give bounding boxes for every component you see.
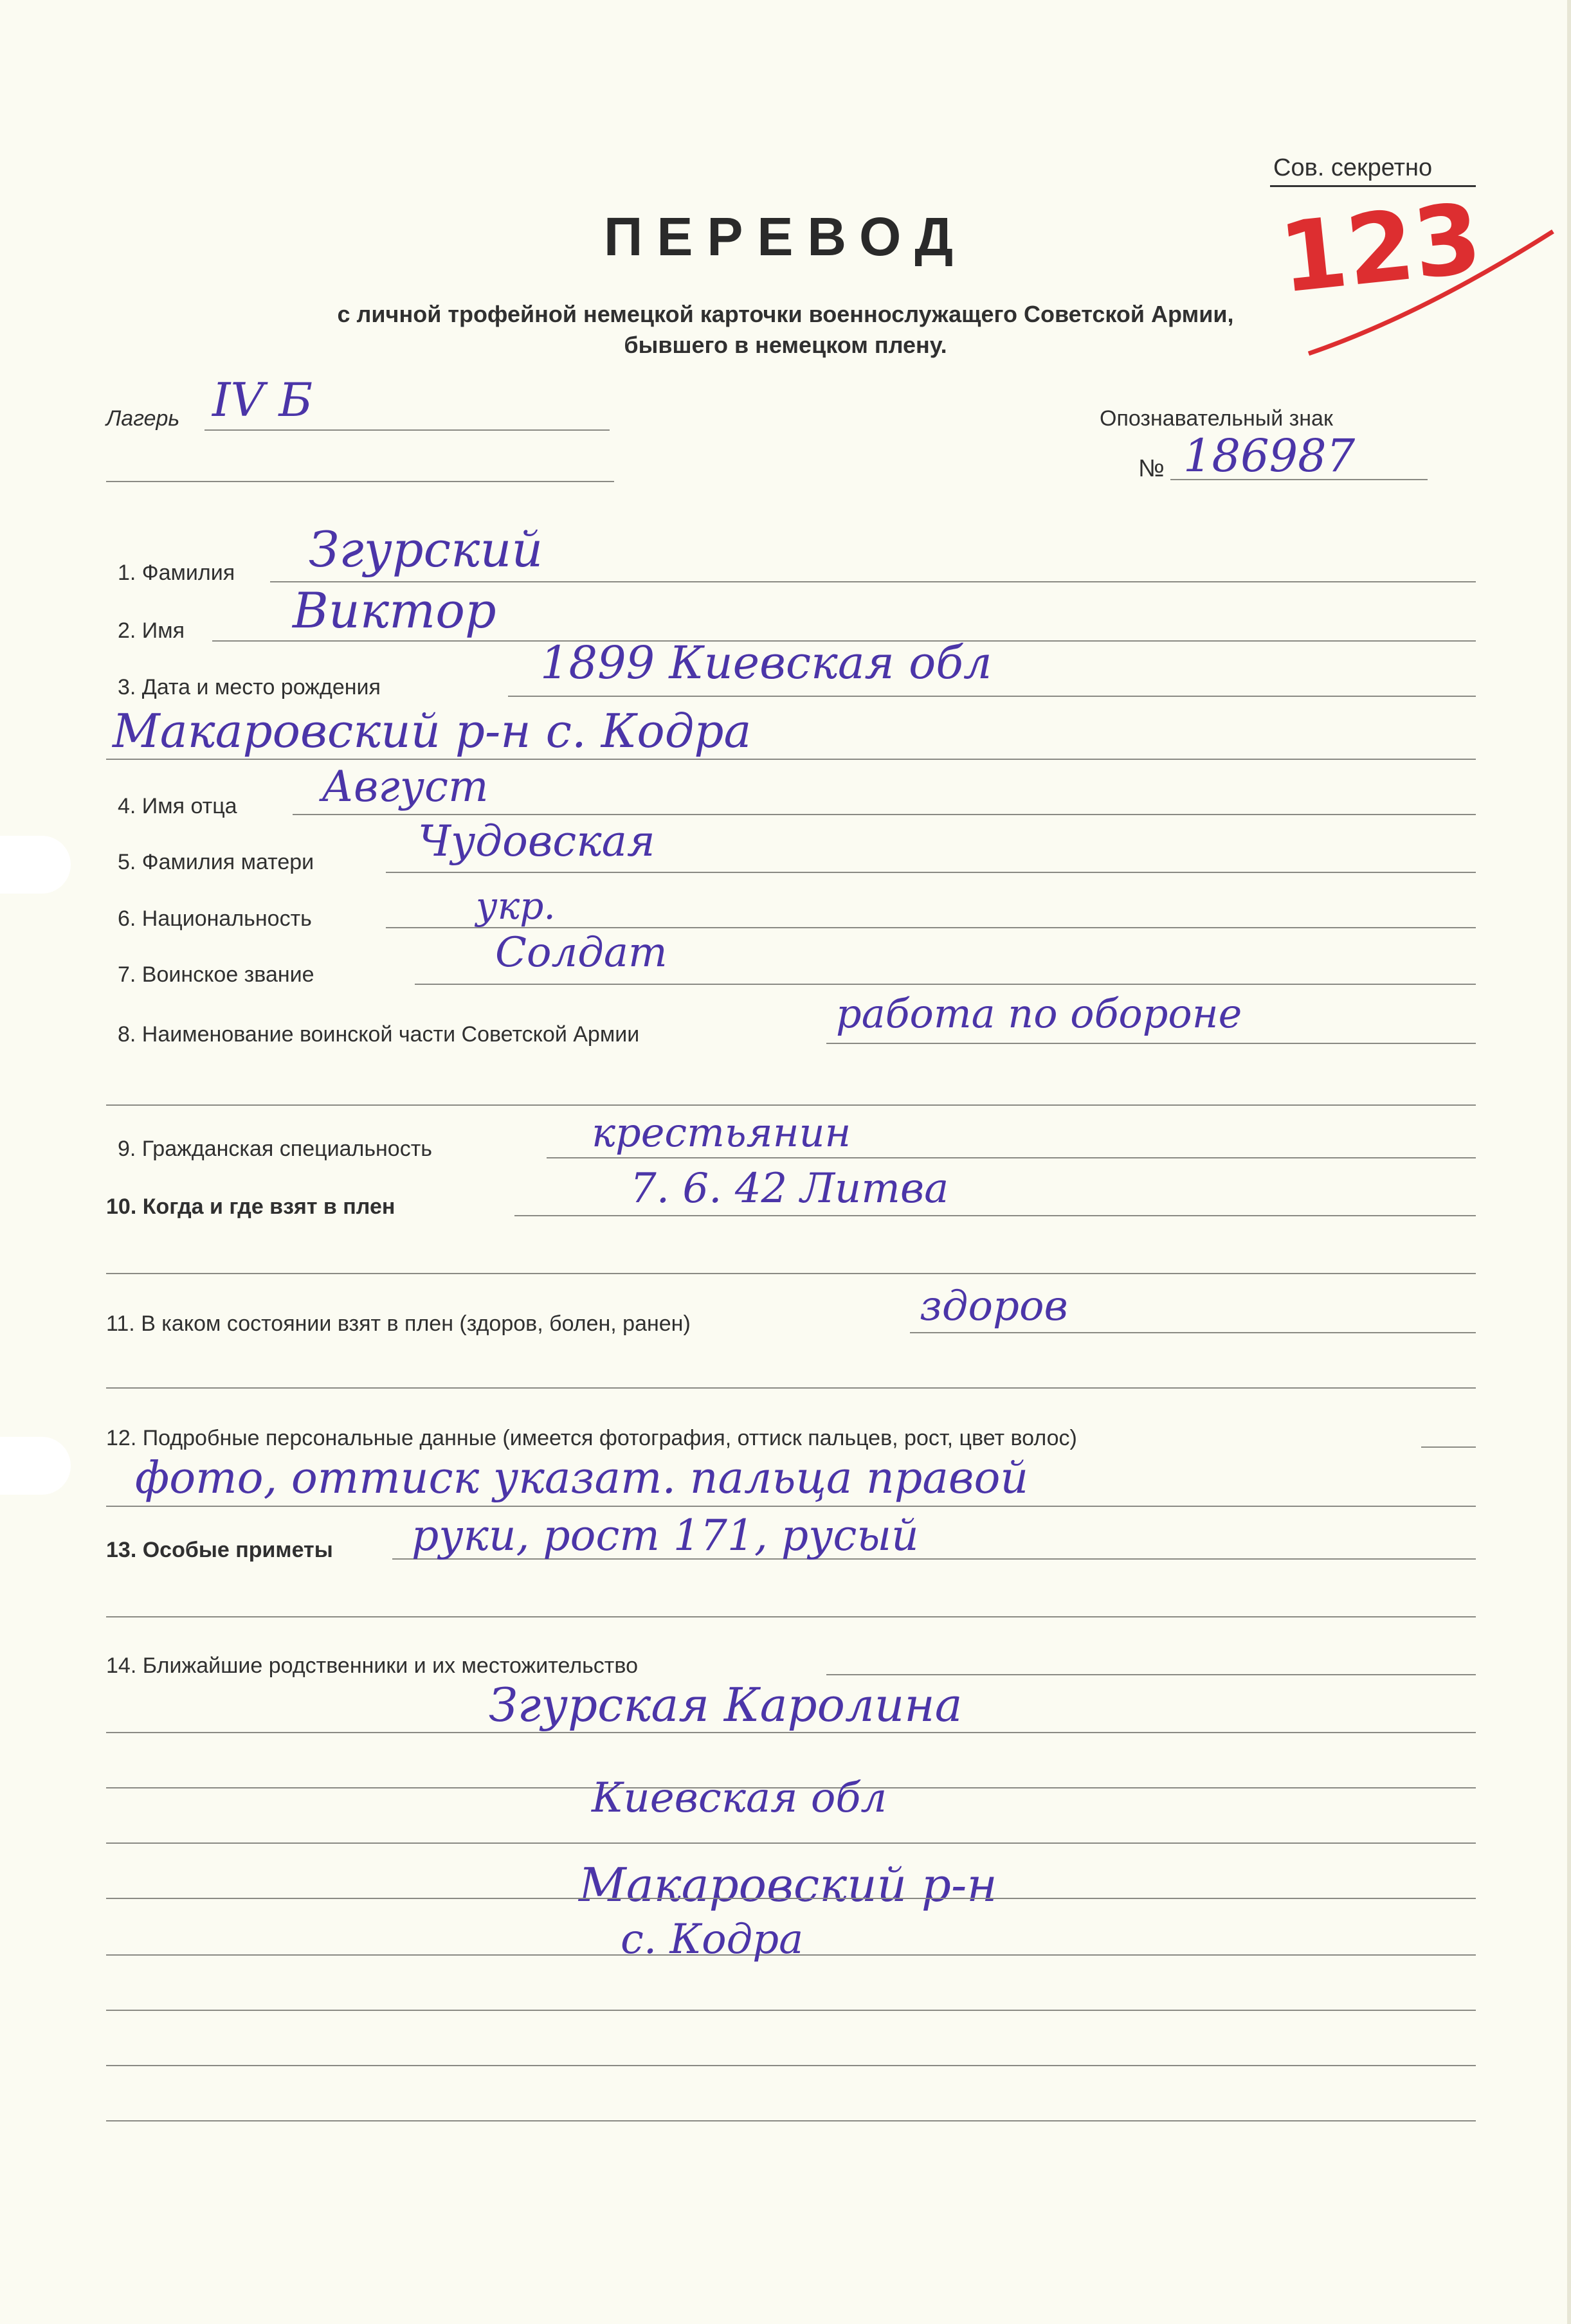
- field-1-value: Згурский: [309, 521, 543, 578]
- field-12-label: 12. Подробные персональные данные (имеется фотография, оттиск пальцев, рост, цвет волос): [106, 1426, 1077, 1450]
- archive-number: 123: [1274, 183, 1487, 315]
- camp-line-2: [106, 481, 614, 482]
- field-14-line-7: [106, 2010, 1476, 2011]
- subtitle-line-2: бывшего в немецком плену.: [624, 332, 947, 358]
- paper-tear-bottom: [0, 1437, 71, 1495]
- field-8-line-2: [106, 1104, 1476, 1106]
- field-7-line: [415, 984, 1476, 985]
- field-8-label: 8. Наименование воинской части Советской Армии: [118, 1022, 640, 1047]
- field-3-value: 1899 Киевская обл: [540, 636, 992, 689]
- field-5-line: [386, 872, 1476, 873]
- id-mark-value: 186987: [1183, 429, 1356, 482]
- field-2-label: 2. Имя: [118, 618, 185, 643]
- field-2-value: Виктор: [293, 582, 496, 639]
- field-14-value-3: Макаровский р-н: [579, 1858, 997, 1912]
- field-11-line-2: [106, 1387, 1476, 1389]
- field-9-label: 9. Гражданская специальность: [118, 1137, 432, 1161]
- field-14-line-9: [106, 2120, 1476, 2121]
- id-mark-no: №: [1138, 455, 1165, 482]
- field-13-value: руки, рост 171, русый: [412, 1511, 919, 1560]
- field-7-value: Солдат: [495, 929, 667, 977]
- field-1-label: 1. Фамилия: [118, 561, 235, 585]
- field-14-line-2: [106, 1732, 1476, 1733]
- camp-value: IV Б: [212, 373, 313, 427]
- field-7-label: 7. Воинское звание: [118, 962, 314, 987]
- field-12-line: [1421, 1446, 1476, 1448]
- field-9-line: [547, 1157, 1476, 1158]
- secrecy-label: Сов. секретно: [1273, 154, 1433, 181]
- field-10-line: [514, 1215, 1476, 1216]
- field-14-label: 14. Ближайшие родственники и их местожительство: [106, 1653, 638, 1678]
- field-14-line-5: [106, 1898, 1476, 1899]
- subtitle-line-1: с личной трофейной немецкой карточки военнослужащего Советской Армии,: [337, 301, 1234, 327]
- paper-tear-top: [0, 836, 71, 894]
- field-10-value: 7. 6. 42 Литва: [630, 1165, 949, 1212]
- field-14-value-4: с. Кодра: [621, 1916, 804, 1963]
- field-3-label: 3. Дата и место рождения: [118, 675, 381, 699]
- field-8-value: работа по обороне: [836, 990, 1242, 1037]
- field-5-label: 5. Фамилия матери: [118, 850, 314, 874]
- field-9-value: крестьянин: [592, 1109, 851, 1156]
- field-8-line: [826, 1043, 1476, 1044]
- field-14-value-1: Згурская Каролина: [489, 1678, 963, 1732]
- field-14-line: [826, 1674, 1476, 1675]
- field-10-label: 10. Когда и где взят в плен: [106, 1194, 395, 1219]
- field-6-value: укр.: [476, 884, 556, 928]
- camp-line: [204, 429, 610, 431]
- field-5-value: Чудовская: [418, 816, 655, 866]
- id-mark-label: Опознавательный знак: [1100, 406, 1333, 431]
- field-3-line: [508, 696, 1476, 697]
- field-13-line-2: [106, 1616, 1476, 1617]
- field-11-value: здоров: [920, 1283, 1068, 1330]
- field-4-label: 4. Имя отца: [118, 794, 237, 818]
- field-12-line-2: [106, 1506, 1476, 1507]
- document-title: ПЕРЕВОД: [603, 206, 968, 267]
- field-3-value-2: Макаровский р-н с. Кодра: [113, 704, 752, 758]
- field-10-line-2: [106, 1273, 1476, 1274]
- field-14-line-4: [106, 1842, 1476, 1844]
- field-3-line-2: [106, 759, 1476, 760]
- field-12-value: фото, оттиск указат. пальца правой: [135, 1453, 1029, 1504]
- field-11-label: 11. В каком состоянии взят в плен (здоров, болен, ранен): [106, 1311, 691, 1336]
- field-11-line: [910, 1332, 1476, 1333]
- field-6-label: 6. Национальность: [118, 906, 312, 931]
- field-13-label: 13. Особые приметы: [106, 1538, 333, 1562]
- field-14-line-8: [106, 2065, 1476, 2066]
- field-4-value: Август: [322, 762, 489, 811]
- camp-label: Лагерь: [106, 406, 180, 431]
- field-14-value-2: Киевская обл: [592, 1774, 887, 1822]
- field-4-line: [293, 814, 1476, 815]
